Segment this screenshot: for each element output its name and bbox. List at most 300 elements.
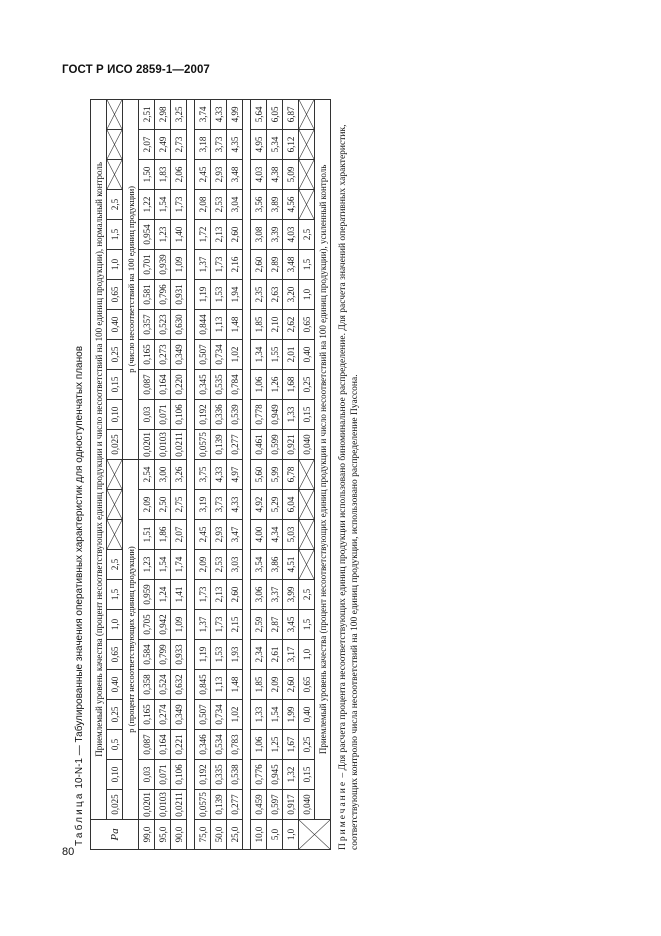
table-cell: 0,845 <box>195 670 211 700</box>
table-cell: 0,778 <box>251 400 267 430</box>
table-cell: 0,165 <box>139 340 155 370</box>
table-cell: 1,34 <box>251 340 267 370</box>
aql-tightened-col: 2,5 <box>299 220 315 250</box>
normal-inspection-title: Приемлемый уровень качества (процент несоответствующих единиц продукции и число несоответствий на 100 единиц продукции), нормальный контроль <box>91 99 107 819</box>
aql-tightened-col: 0,25 <box>299 730 315 760</box>
table-cell: 1,53 <box>211 280 227 310</box>
row-group-separator <box>243 99 251 849</box>
table-cell: 1,48 <box>227 670 243 700</box>
table-cell: 0,277 <box>227 790 243 820</box>
table-cell: 5,64 <box>251 99 267 129</box>
table-cell: 3,17 <box>283 640 299 670</box>
cross-mark <box>107 520 122 549</box>
aql-tightened-col: 0,40 <box>299 340 315 370</box>
table-cell: 1,40 <box>171 220 187 250</box>
table-cell: 2,16 <box>227 250 243 280</box>
aql-normal-col: 0,025 <box>107 430 123 460</box>
aql-tightened-col-x <box>299 190 315 220</box>
cross-mark <box>107 130 122 159</box>
table-cell: 0,917 <box>283 790 299 820</box>
pa-value: 50,0 <box>211 820 227 850</box>
table-cell: 0,844 <box>195 310 211 340</box>
cross-mark <box>107 490 122 519</box>
aql-tightened-col: 2,5 <box>299 580 315 610</box>
table-cell: 3,18 <box>195 130 211 160</box>
table-cell: 4,92 <box>251 490 267 520</box>
table-cell: 3,25 <box>171 99 187 129</box>
table-cell: 1,02 <box>227 700 243 730</box>
table-cell: 1,93 <box>227 640 243 670</box>
aql-tightened-col-x <box>299 99 315 129</box>
aql-normal-col: 0,15 <box>107 370 123 400</box>
table-cell: 0,277 <box>227 430 243 460</box>
table-cell: 1,26 <box>267 370 283 400</box>
aql-normal-col: 0,25 <box>107 340 123 370</box>
table-cell: 0,921 <box>283 430 299 460</box>
aql-tightened-col-x <box>299 160 315 190</box>
table-cell: 0,933 <box>171 640 187 670</box>
table-caption <box>74 346 85 846</box>
aql-normal-col: 1,0 <box>107 610 123 640</box>
table-cell: 1,85 <box>251 310 267 340</box>
table-cell: 4,03 <box>283 220 299 250</box>
table-cell: 0,539 <box>227 400 243 430</box>
aql-tightened-col: 1,5 <box>299 610 315 640</box>
table-cell: 1,32 <box>283 760 299 790</box>
table-cell: 3,74 <box>195 99 211 129</box>
table-cell: 0,0575 <box>195 790 211 820</box>
table-cell: 2,53 <box>211 190 227 220</box>
table-cell: 2,75 <box>171 490 187 520</box>
aql-tightened-col: 0,25 <box>299 370 315 400</box>
table-cell: 3,89 <box>267 190 283 220</box>
cross-mark <box>299 160 314 189</box>
pa-header: Pa <box>91 820 139 850</box>
table-cell: 0,734 <box>211 700 227 730</box>
table-cell: 2,87 <box>267 610 283 640</box>
table-cell: 3,86 <box>267 550 283 580</box>
table-cell: 3,48 <box>227 160 243 190</box>
table-cell: 1,54 <box>267 700 283 730</box>
table-cell: 1,19 <box>195 280 211 310</box>
table-cell: 2,93 <box>211 160 227 190</box>
table-cell: 1,09 <box>171 250 187 280</box>
nonconformities-per-100-subheader: p (число несоответствий на 100 единиц продукции) <box>123 99 139 459</box>
document-header: ГОСТ Р ИСО 2859-1—2007 <box>62 64 210 76</box>
table-cell: 3,04 <box>227 190 243 220</box>
table-cell: 2,73 <box>171 130 187 160</box>
aql-normal-col: 2,5 <box>107 550 123 580</box>
table-cell: 0,0575 <box>195 430 211 460</box>
table-cell: 1,73 <box>195 580 211 610</box>
table-cell: 1,67 <box>283 730 299 760</box>
table-cell: 1,25 <box>267 730 283 760</box>
table-cell: 6,78 <box>283 460 299 490</box>
table-cell: 2,54 <box>139 460 155 490</box>
table-cell: 2,53 <box>211 550 227 580</box>
table-cell: 0,538 <box>227 760 243 790</box>
table-row <box>251 99 267 849</box>
cross-mark <box>299 520 314 549</box>
cross-mark <box>299 100 314 129</box>
table-cell: 2,60 <box>227 580 243 610</box>
table-cell: 1,02 <box>227 340 243 370</box>
table-cell: 0,071 <box>155 400 171 430</box>
table-cell: 1,73 <box>211 250 227 280</box>
table-cell: 0,0201 <box>139 430 155 460</box>
table-cell: 0,734 <box>211 340 227 370</box>
table-cell: 2,09 <box>267 670 283 700</box>
table-cell: 1,85 <box>251 670 267 700</box>
table-cell: 1,19 <box>195 640 211 670</box>
aql-normal-col: 0,10 <box>107 760 123 790</box>
table-cell: 3,37 <box>267 580 283 610</box>
aql-normal-col-x <box>107 520 123 550</box>
table-cell: 3,20 <box>283 280 299 310</box>
table-cell: 1,68 <box>283 370 299 400</box>
table-cell: 1,50 <box>139 160 155 190</box>
table-cell: 0,03 <box>139 400 155 430</box>
table-cell: 3,75 <box>195 460 211 490</box>
caption-label: Таблица <box>74 791 85 846</box>
page-number: 80 <box>62 846 75 858</box>
pa-value: 10,0 <box>251 820 267 850</box>
bottom-corner <box>299 820 331 850</box>
table-cell: 1,23 <box>139 550 155 580</box>
table-cell: 2,61 <box>267 640 283 670</box>
aql-normal-col: 0,65 <box>107 280 123 310</box>
table-cell: 0,165 <box>139 700 155 730</box>
aql-tightened-col-x <box>299 490 315 520</box>
table-row <box>283 99 299 849</box>
table-cell: 0,164 <box>155 370 171 400</box>
table-cell: 1,33 <box>251 700 267 730</box>
table-cell: 4,33 <box>211 99 227 129</box>
pa-value: 1,0 <box>283 820 299 850</box>
cross-mark <box>107 100 122 129</box>
aql-tightened-col-x <box>299 130 315 160</box>
table-cell: 1,73 <box>171 190 187 220</box>
table-cell: 1,06 <box>251 730 267 760</box>
table-row <box>155 99 171 849</box>
table-cell: 0,581 <box>139 280 155 310</box>
aql-normal-col: 0,40 <box>107 670 123 700</box>
tightened-inspection-title: Приемлемый уровень качества (процент несоответствующих единиц продукции и число несоответствий на 100 единиц продукции), усиленный контроль <box>315 99 331 819</box>
table-cell: 5,99 <box>267 460 283 490</box>
table-cell: 0,106 <box>171 400 187 430</box>
table-cell: 4,38 <box>267 160 283 190</box>
table-cell: 0,599 <box>267 430 283 460</box>
aql-tightened-col: 0,040 <box>299 790 315 820</box>
table-cell: 2,51 <box>139 99 155 129</box>
table-cell: 5,60 <box>251 460 267 490</box>
table-cell: 0,461 <box>251 430 267 460</box>
pa-value: 95,0 <box>155 820 171 850</box>
table-cell: 1,86 <box>155 520 171 550</box>
table-cell: 2,45 <box>195 160 211 190</box>
table-cell: 2,01 <box>283 340 299 370</box>
table-cell: 0,220 <box>171 370 187 400</box>
table-cell: 3,56 <box>251 190 267 220</box>
table-cell: 0,630 <box>171 310 187 340</box>
table-cell: 0,701 <box>139 250 155 280</box>
table-cell: 1,55 <box>267 340 283 370</box>
table-cell: 0,192 <box>195 760 211 790</box>
caption-text: 10-N-1 — Табулированные значения оперативных характеристик для одноступенчатых планов <box>74 345 85 789</box>
table-cell: 1,37 <box>195 610 211 640</box>
table-cell: 2,10 <box>267 310 283 340</box>
table-cell: 2,60 <box>227 220 243 250</box>
table-cell: 2,13 <box>211 220 227 250</box>
table-row <box>211 99 227 849</box>
aql-tightened-col: 1,0 <box>299 280 315 310</box>
table-cell: 5,34 <box>267 130 283 160</box>
table-cell: 0,336 <box>211 400 227 430</box>
aql-normal-col: 0,025 <box>107 790 123 820</box>
aql-normal-col: 0,10 <box>107 400 123 430</box>
table-cell: 0,273 <box>155 340 171 370</box>
table-cell: 3,19 <box>195 490 211 520</box>
table-cell: 3,54 <box>251 550 267 580</box>
table-cell: 2,59 <box>251 610 267 640</box>
table-cell: 6,87 <box>283 99 299 129</box>
table-cell: 3,48 <box>283 250 299 280</box>
table-cell: 3,99 <box>283 580 299 610</box>
table-cell: 1,54 <box>155 550 171 580</box>
aql-normal-col: 0,40 <box>107 310 123 340</box>
table-cell: 4,35 <box>227 130 243 160</box>
table-cell: 2,07 <box>171 520 187 550</box>
table-cell: 1,22 <box>139 190 155 220</box>
table-cell: 2,98 <box>155 99 171 129</box>
table-cell: 0,345 <box>195 370 211 400</box>
table-cell: 3,47 <box>227 520 243 550</box>
table-cell: 0,0103 <box>155 430 171 460</box>
aql-normal-col-x <box>107 460 123 490</box>
table-cell: 0,0103 <box>155 790 171 820</box>
table-cell: 0,358 <box>139 670 155 700</box>
table-cell: 0,959 <box>139 580 155 610</box>
table-cell: 2,93 <box>211 520 227 550</box>
table-cell: 2,62 <box>283 310 299 340</box>
cross-mark <box>299 190 314 219</box>
table-cell: 0,349 <box>171 700 187 730</box>
table-cell: 3,73 <box>211 490 227 520</box>
table-cell: 0,221 <box>171 730 187 760</box>
table-cell: 4,99 <box>227 99 243 129</box>
table-cell: 4,97 <box>227 460 243 490</box>
table-cell: 6,04 <box>283 490 299 520</box>
table-cell: 5,03 <box>283 520 299 550</box>
table-cell: 2,09 <box>139 490 155 520</box>
table-cell: 2,09 <box>195 550 211 580</box>
table-cell: 1,06 <box>251 370 267 400</box>
table-cell: 1,24 <box>155 580 171 610</box>
pa-value: 99,0 <box>139 820 155 850</box>
table-cell: 2,08 <box>195 190 211 220</box>
table-cell: 1,09 <box>171 610 187 640</box>
table-cell: 0,03 <box>139 760 155 790</box>
table-cell: 0,931 <box>171 280 187 310</box>
table-cell: 3,08 <box>251 220 267 250</box>
note-text: – Для расчета процента несоответствующих единиц продукции использовано биноминальное распределение. Для расчета значений оперативных характеристик, соответствующих контролю числа несоответствий на 100 единиц продукции, использовано распределение Пуассона. <box>338 124 360 850</box>
table-row <box>171 99 187 849</box>
table-cell: 4,33 <box>227 490 243 520</box>
table-cell: 0,584 <box>139 640 155 670</box>
table-cell: 0,357 <box>139 310 155 340</box>
table-cell: 1,73 <box>211 610 227 640</box>
table-cell: 0,799 <box>155 640 171 670</box>
aql-normal-col-x <box>107 490 123 520</box>
table-cell: 2,50 <box>155 490 171 520</box>
table-cell: 5,09 <box>283 160 299 190</box>
aql-normal-col-x <box>107 160 123 190</box>
table-cell: 3,45 <box>283 610 299 640</box>
table-cell: 5,29 <box>267 490 283 520</box>
table-cell: 4,34 <box>267 520 283 550</box>
aql-normal-col: 1,5 <box>107 580 123 610</box>
table-cell: 2,45 <box>195 520 211 550</box>
table-cell: 6,05 <box>267 99 283 129</box>
table-cell: 2,15 <box>227 610 243 640</box>
pa-value: 25,0 <box>227 820 243 850</box>
table-cell: 3,73 <box>211 130 227 160</box>
table-cell: 1,33 <box>283 400 299 430</box>
table-cell: 1,13 <box>211 310 227 340</box>
table-cell: 1,13 <box>211 670 227 700</box>
table-cell: 2,63 <box>267 280 283 310</box>
table-cell: 0,632 <box>171 670 187 700</box>
table-cell: 1,48 <box>227 310 243 340</box>
table-cell: 0,524 <box>155 670 171 700</box>
aql-tightened-col: 0,15 <box>299 400 315 430</box>
table-cell: 0,139 <box>211 430 227 460</box>
cross-mark <box>299 820 330 849</box>
table-cell: 4,51 <box>283 550 299 580</box>
aql-normal-col: 0,25 <box>107 700 123 730</box>
table-cell: 0,534 <box>211 730 227 760</box>
aql-tightened-col: 0,65 <box>299 670 315 700</box>
aql-normal-col: 2,5 <box>107 190 123 220</box>
table-row <box>195 99 211 849</box>
table-cell: 0,523 <box>155 310 171 340</box>
table-cell: 2,34 <box>251 640 267 670</box>
aql-tightened-col: 0,65 <box>299 310 315 340</box>
table-cell: 0,942 <box>155 610 171 640</box>
table-cell: 1,23 <box>155 220 171 250</box>
table-cell: 2,35 <box>251 280 267 310</box>
table-cell: 1,37 <box>195 250 211 280</box>
table-cell: 0,349 <box>171 340 187 370</box>
table-cell: 0,071 <box>155 760 171 790</box>
table-cell: 2,60 <box>251 250 267 280</box>
table-cell: 1,51 <box>139 520 155 550</box>
table-cell: 0,954 <box>139 220 155 250</box>
cross-mark <box>299 130 314 159</box>
table-cell: 3,06 <box>251 580 267 610</box>
table-cell: 0,776 <box>251 760 267 790</box>
table-cell: 1,83 <box>155 160 171 190</box>
table-cell: 0,459 <box>251 790 267 820</box>
table-cell: 4,03 <box>251 160 267 190</box>
table-cell: 2,60 <box>283 670 299 700</box>
table-cell: 0,139 <box>211 790 227 820</box>
table-cell: 0,939 <box>155 250 171 280</box>
table-cell: 0,087 <box>139 730 155 760</box>
table-cell: 2,13 <box>211 580 227 610</box>
aql-normal-col: 1,5 <box>107 220 123 250</box>
table-row <box>139 99 155 849</box>
aql-tightened-col: 1,0 <box>299 640 315 670</box>
table-cell: 3,00 <box>155 460 171 490</box>
aql-normal-col-x <box>107 99 123 129</box>
aql-tightened-col-x <box>299 460 315 490</box>
table-cell: 1,54 <box>155 190 171 220</box>
aql-tightened-col: 1,5 <box>299 250 315 280</box>
aql-normal-col-x <box>107 130 123 160</box>
table-cell: 2,89 <box>267 250 283 280</box>
table-cell: 1,41 <box>171 580 187 610</box>
pa-value: 5,0 <box>267 820 283 850</box>
table-cell: 0,597 <box>267 790 283 820</box>
cross-mark <box>299 460 314 489</box>
table-cell: 1,99 <box>283 700 299 730</box>
table-cell: 3,39 <box>267 220 283 250</box>
table-cell: 4,00 <box>251 520 267 550</box>
table-cell: 0,535 <box>211 370 227 400</box>
table-cell: 0,087 <box>139 370 155 400</box>
table-note <box>337 100 361 850</box>
aql-tightened-col-x <box>299 550 315 580</box>
table-cell: 6,12 <box>283 130 299 160</box>
aql-tightened-col: 0,040 <box>299 430 315 460</box>
table-cell: 4,33 <box>211 460 227 490</box>
table-cell: 1,72 <box>195 220 211 250</box>
aql-normal-col: 0,65 <box>107 640 123 670</box>
table-cell: 1,53 <box>211 640 227 670</box>
table-cell: 0,192 <box>195 400 211 430</box>
table-cell: 0,335 <box>211 760 227 790</box>
table-cell: 1,94 <box>227 280 243 310</box>
table-cell: 0,0201 <box>139 790 155 820</box>
cross-mark <box>299 550 314 579</box>
aql-normal-col: 1,0 <box>107 250 123 280</box>
aql-tightened-col-x <box>299 520 315 550</box>
table-cell: 4,95 <box>251 130 267 160</box>
table-cell: 0,796 <box>155 280 171 310</box>
table-cell: 0,705 <box>139 610 155 640</box>
table-cell: 2,06 <box>171 160 187 190</box>
table-cell: 3,26 <box>171 460 187 490</box>
table-cell: 0,106 <box>171 760 187 790</box>
note-label: Примечание <box>338 779 348 850</box>
cross-mark <box>107 160 122 189</box>
aql-tightened-col: 0,15 <box>299 760 315 790</box>
table-cell: 3,03 <box>227 550 243 580</box>
table-cell: 0,945 <box>267 760 283 790</box>
table-cell: 0,784 <box>227 370 243 400</box>
table-cell: 0,164 <box>155 730 171 760</box>
pa-value: 75,0 <box>195 820 211 850</box>
table-cell: 2,07 <box>139 130 155 160</box>
table-cell: 0,0211 <box>171 790 187 820</box>
table-cell: 0,0211 <box>171 430 187 460</box>
operating-characteristics-table <box>90 99 331 850</box>
aql-normal-col: 0,5 <box>107 730 123 760</box>
row-group-separator <box>187 99 195 849</box>
table-cell: 0,274 <box>155 700 171 730</box>
table-row <box>227 99 243 849</box>
